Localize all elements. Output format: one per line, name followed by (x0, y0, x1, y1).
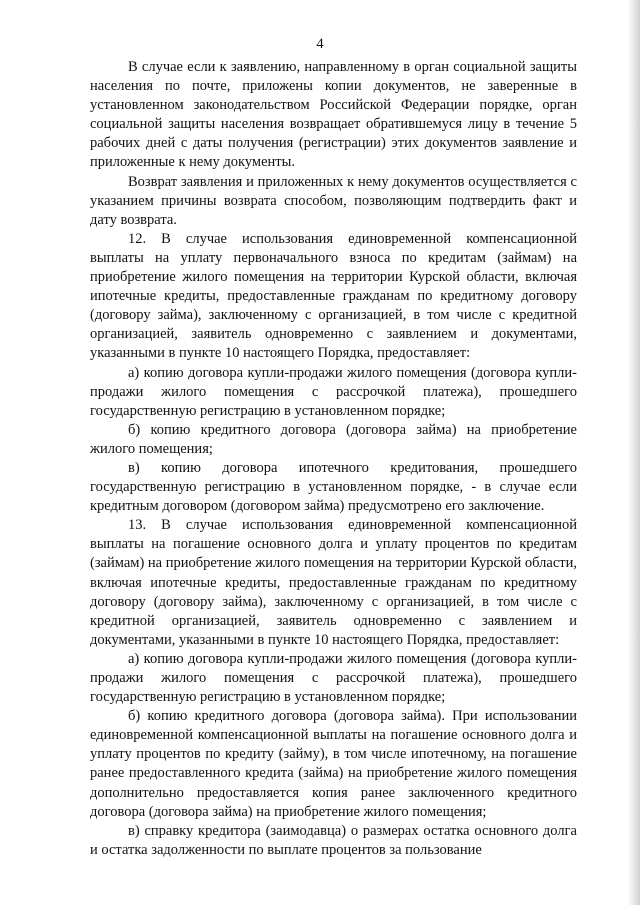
paragraph-clause-13-b: б) копию кредитного договора (договора займа). При использовании единовременной компенсационной выплаты на погашение основного долга и уплату процентов по кредиту (займу), в том числе ипотечному, на погашение ранее предоставленного кредита (займа) на приобретение жилого помещения дополнительно предоставляется копия ранее заключенного кредитного договора (договора займа) на приобретение жилого помещения; (90, 708, 577, 820)
paragraph-return-notice: В случае если к заявлению, направленному в орган социальной защиты населения по почте, приложены копии документов, не заверенные в установленном законодательством Российской Федерации порядке, орган социальной защиты населения возвращает обратившемуся лицу в течение 5 рабочих дней с даты получения (регистрации) этих документов заявление и приложенные к нему документы. (90, 59, 577, 171)
page-number: 4 (316, 36, 324, 52)
paragraph-clause-13-v: в) справку кредитора (заимодавца) о размерах остатка основного долга и остатка задолженности по выплате процентов за пользование (90, 822, 577, 858)
scan-edge-shadow (628, 0, 640, 905)
paragraph-clause-13-a: а) копию договора купли-продажи жилого помещения (договора купли-продажи жилого помещения с рассрочкой платежа), прошедшего государственную регистрацию в установленном порядке; (90, 650, 577, 706)
paragraph-clause-12: 12. В случае использования единовременной компенсационной выплаты на уплату первоначального взноса по кредитам (займам) на приобретение жилого помещения на территории Курской области, включая ипотечные кредиты, предоставленные гражданам по кредитному договору (договору займа), заключенному с организацией, в том числе с кредитной организацией, заявитель одновременно с заявлением и документами, указанными в пункте 10 настоящего Порядка, предоставляет: (90, 230, 577, 362)
paragraph-clause-12-v: в) копию договора ипотечного кредитования, прошедшего государственную регистрацию в установленном порядке, - в случае если кредитным договором (договором займа) предусмотрено его заключение. (90, 459, 577, 515)
paragraph-clause-12-b: б) копию кредитного договора (договора займа) на приобретение жилого помещения; (90, 421, 577, 457)
paragraph-clause-13: 13. В случае использования единовременной компенсационной выплаты на погашение основного долга и уплату процентов по кредитам (займам) на приобретение жилого помещения на территории Курской области, включая ипотечные кредиты, предоставленные гражданам по кредитному договору (договору займа), заключенному с организацией, в том числе с кредитной организацией, заявитель одновременно с заявлением и документами, указанными в пункте 10 настоящего Порядка, предоставляет: (90, 517, 577, 648)
paragraph-return-method: Возврат заявления и приложенных к нему документов осуществляется с указанием причины возврата способом, позволяющим подтвердить факт и дату возврата. (90, 173, 577, 228)
document-body (90, 58, 577, 860)
paragraph-clause-12-a: а) копию договора купли-продажи жилого помещения (договора купли-продажи жилого помещения с рассрочкой платежа), прошедшего государственную регистрацию в установленном порядке; (90, 364, 577, 419)
